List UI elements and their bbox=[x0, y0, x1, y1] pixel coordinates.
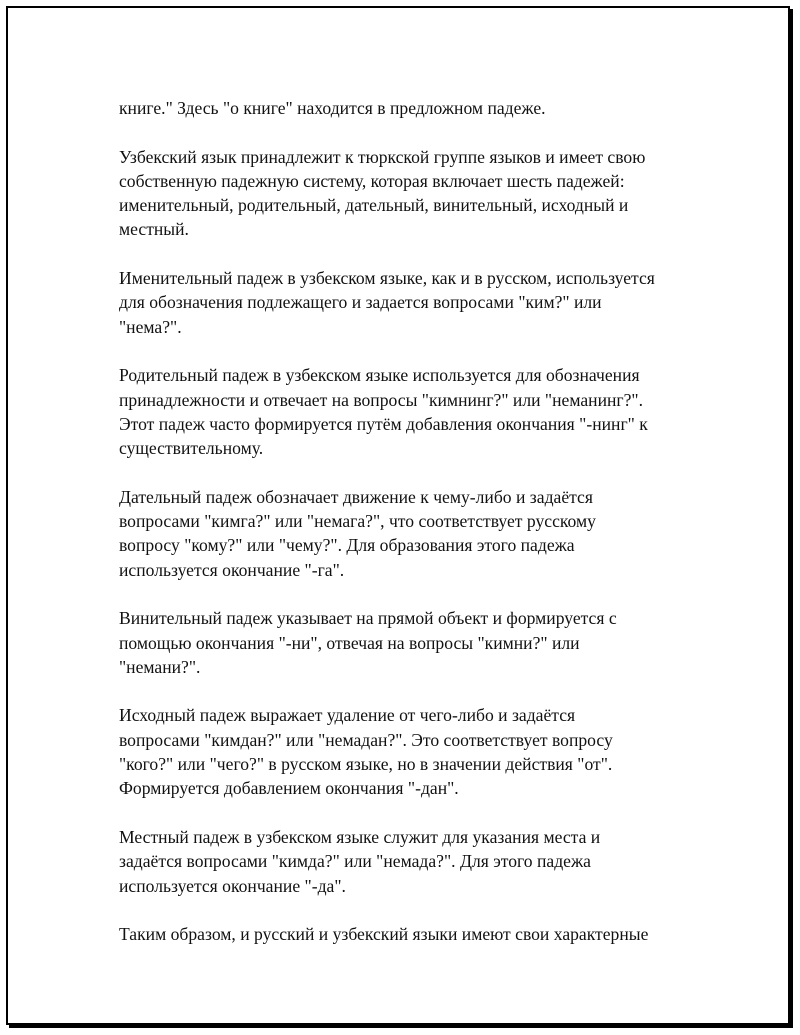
text-line: Узбекский язык принадлежит к тюркской группе языков и имеет свою bbox=[119, 146, 646, 167]
text-line: для обозначения подлежащего и задается вопросами "ким?" или bbox=[119, 292, 602, 313]
text-line: используется окончание "-да". bbox=[119, 875, 346, 896]
text-line: вопросами "кимга?" или "немага?", что соответствует русскому bbox=[119, 511, 596, 532]
paragraph bbox=[119, 485, 709, 582]
text-line: именительный, родительный, дательный, винительный, исходный и bbox=[119, 195, 629, 216]
text-line: "немани?". bbox=[119, 656, 201, 677]
text-line: книге." Здесь "о книге" находится в предложном падеже. bbox=[119, 98, 546, 118]
text-line: помощью окончания "-ни", отвечая на вопросы "кимни?" или bbox=[119, 632, 580, 653]
text-line: задаётся вопросами "кимда?" или "немада?". Для этого падежа bbox=[119, 851, 591, 872]
paragraph bbox=[119, 703, 709, 800]
text-line: Дательный падеж обозначает движение к чему-либо и задаётся bbox=[119, 486, 593, 507]
text-line: принадлежности и отвечает на вопросы "кимнинг?" или "неманинг?". bbox=[119, 389, 644, 410]
text-line: местный. bbox=[119, 219, 189, 240]
text-line: собственную падежную систему, которая включает шесть падежей: bbox=[119, 170, 625, 191]
text-line: Таким образом, и русский и узбекский языки имеют свои характерные bbox=[119, 924, 649, 945]
text-line: используется окончание "-га". bbox=[119, 559, 345, 580]
text-line: "кого?" или "чего?" в русском языке, но в значении действия "от". bbox=[119, 754, 613, 775]
paragraph bbox=[119, 266, 709, 339]
text-line: Исходный падеж выражает удаление от чего-либо и задаётся bbox=[119, 705, 576, 726]
text-line: вопросу "кому?" или "чему?". Для образования этого падежа bbox=[119, 535, 575, 556]
text-line: существительному. bbox=[119, 438, 264, 459]
text-line: Родительный падеж в узбекском языке используется для обозначения bbox=[119, 365, 640, 386]
paragraph bbox=[119, 363, 709, 460]
paragraph bbox=[119, 145, 709, 242]
paragraph bbox=[119, 96, 709, 120]
paragraph bbox=[119, 606, 709, 679]
text-line: Местный падеж в узбекском языке служит для указания места и bbox=[119, 826, 601, 847]
text-line: "нема?". bbox=[119, 316, 182, 337]
text-line: Формируется добавлением окончания "-дан". bbox=[119, 778, 459, 799]
text-line: Этот падеж часто формируется путём добавления окончания "-нинг" к bbox=[119, 413, 648, 434]
text-line: вопросами "кимдан?" или "немадан?". Это соответствует вопросу bbox=[119, 729, 613, 750]
text-line: Именительный падеж в узбекском языке, как и в русском, используется bbox=[119, 268, 655, 289]
paragraph bbox=[119, 922, 709, 946]
text-line: Винительный падеж указывает на прямой объект и формируется с bbox=[119, 608, 617, 629]
paragraph bbox=[119, 825, 709, 898]
document-page bbox=[6, 6, 790, 1025]
document-body bbox=[119, 96, 709, 971]
